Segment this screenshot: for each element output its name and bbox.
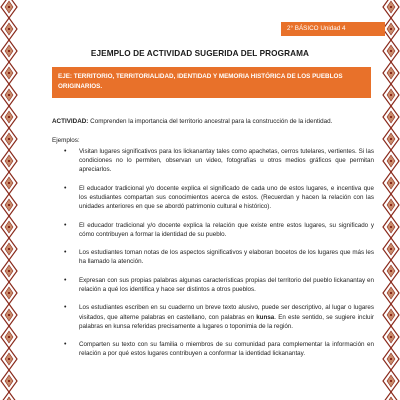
bullet-icon: • bbox=[64, 249, 67, 257]
left-decorative-border bbox=[0, 0, 18, 400]
border-dot bbox=[390, 72, 392, 74]
activity-statement bbox=[52, 118, 374, 126]
border-dot bbox=[8, 292, 10, 294]
border-dot bbox=[8, 160, 10, 162]
activity-label: ACTIVIDAD: bbox=[52, 118, 89, 125]
border-dot bbox=[8, 380, 10, 382]
list-item: • Los estudiantes escriben en su cuaderno un breve texto alusivo, puede ser descriptivo, al lugar o lugares visitados, que alterne palabras en castellano, con palabras en kunsa. En este sentido, se sugiere incluir palabras en kunsa referidas precisamente a lugares o toponimia de la región. bbox=[64, 304, 374, 330]
border-dot bbox=[390, 138, 392, 140]
bullet-icon: • bbox=[64, 221, 67, 229]
border-dot bbox=[8, 182, 10, 184]
kunsa-emphasis: kunsa bbox=[256, 313, 275, 321]
border-dot bbox=[390, 336, 392, 338]
border-dot bbox=[8, 6, 10, 8]
border-dot bbox=[390, 380, 392, 382]
list-item: • Visitan lugares significativos para los lickanantay tales como apachetas, cerros tutelares, vertientes. Si las condiciones no lo permiten, observan un video, fotografías u otros medios gráficos que permitan apreciarlos. bbox=[64, 148, 374, 174]
border-dot bbox=[8, 116, 10, 118]
border-dot bbox=[8, 270, 10, 272]
bullet-icon: • bbox=[64, 304, 67, 312]
border-dot bbox=[8, 72, 10, 74]
border-dot bbox=[390, 248, 392, 250]
border-dot bbox=[8, 248, 10, 250]
border-dot bbox=[390, 50, 392, 52]
border-dot bbox=[8, 94, 10, 96]
border-dot bbox=[8, 226, 10, 228]
border-dot bbox=[8, 50, 10, 52]
border-dot bbox=[390, 270, 392, 272]
page-title: EJEMPLO DE ACTIVIDAD SUGERIDA DEL PROGRAMA bbox=[90, 49, 310, 58]
border-dot bbox=[8, 204, 10, 206]
right-decorative-border bbox=[382, 0, 400, 400]
border-dot bbox=[390, 292, 392, 294]
list-item: • Expresan con sus propias palabras algunas características propias del territorio del pueblo lickanantay en relación a qué los identifica y hace ser distintos a otros pueblos. bbox=[64, 276, 374, 293]
border-dot bbox=[390, 204, 392, 206]
border-dot bbox=[390, 28, 392, 30]
border-dot bbox=[390, 358, 392, 360]
activity-text: Comprenden la importancia del territorio ancestral para la construcción de la identidad. bbox=[90, 118, 333, 125]
border-dot bbox=[390, 160, 392, 162]
list-item: • El educador tradicional y/o docente explica el significado de cada uno de estos lugares, e incentiva que los estudiantes compartan sus conocimientos acerca de estos. (Recuerdan y hacen la relación con las unidades anteriores en que se abordó patrimonio cultural e histórico). bbox=[64, 184, 374, 211]
list-item: • Comparten su texto con su familia o miembros de su comunidad para complementar la información en relación a por qué estos lugares contribuyen a conformar la identidad lickanantay. bbox=[64, 341, 374, 358]
border-dot bbox=[8, 358, 10, 360]
list-item: • El educador tradicional y/o docente explica la relación que existe entre estos lugares, su significado y cómo contribuyen a formar la identidad de su pueblo. bbox=[64, 221, 374, 238]
border-dot bbox=[390, 182, 392, 184]
border-dot bbox=[390, 314, 392, 316]
border-dot bbox=[8, 314, 10, 316]
bullet-icon: • bbox=[64, 148, 67, 155]
border-dot bbox=[8, 28, 10, 30]
bullet-icon: • bbox=[64, 341, 67, 349]
border-dot bbox=[390, 94, 392, 96]
border-dot bbox=[390, 226, 392, 228]
bullet-icon: • bbox=[64, 184, 67, 192]
border-dot bbox=[390, 116, 392, 118]
axis-banner: EJE: TERRITORIO, TERRITORIALIDAD, IDENTIDAD Y MEMORIA HISTÓRICA DE LOS PUEBLOS ORIGINARIOS. bbox=[52, 67, 371, 98]
bullet-icon: • bbox=[64, 276, 67, 284]
border-dot bbox=[390, 6, 392, 8]
list-item: • Los estudiantes toman notas de los aspectos significativos y elaboran bocetos de los lugares que más les ha llamado la atención. bbox=[64, 249, 374, 266]
examples-list bbox=[52, 147, 374, 359]
border-dot bbox=[8, 138, 10, 140]
examples-label: Ejemplos: bbox=[52, 137, 80, 144]
grade-unit-badge: 2° BÁSICO Unidad 4 bbox=[281, 22, 385, 36]
border-dot bbox=[8, 336, 10, 338]
